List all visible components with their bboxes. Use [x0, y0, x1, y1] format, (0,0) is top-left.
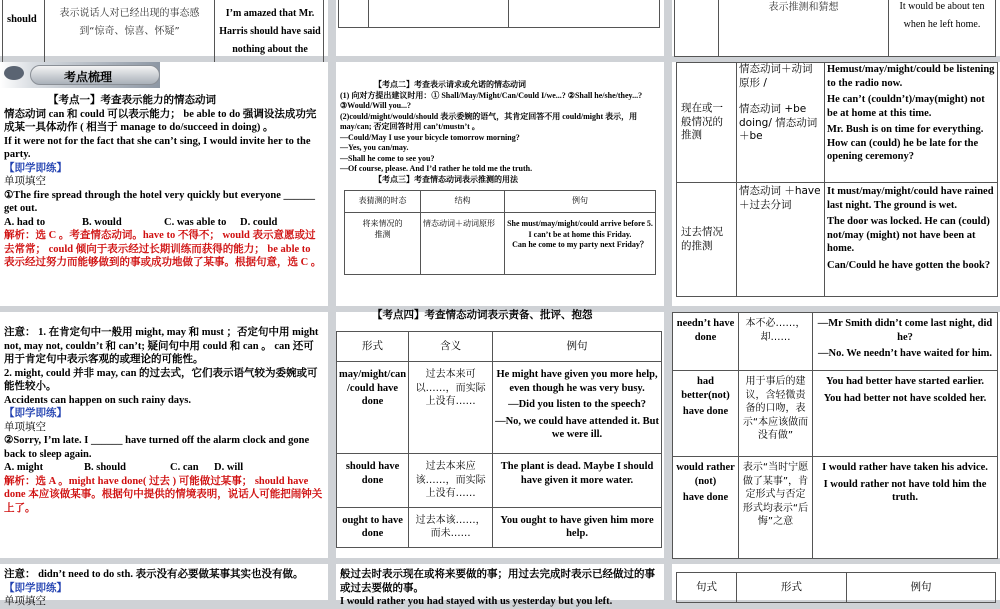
note-1: 注意： 1. 在肯定句中一般用 might, may 和 must ；否定句中用 might not, may not, couldn’t 和 can’t; 疑问句中用 could 和 can 。 can 还可用于肯定句中表示客观的或理论的可能性。: [4, 327, 319, 365]
future-example-3: Can he come to my party next Friday？: [512, 240, 648, 249]
future-example-2: I can’t be at home this Friday.: [528, 229, 632, 239]
slide-7: [0, 312, 328, 558]
criticism-table: [336, 331, 662, 548]
dialogue-4: —Of course, please. And I’d rather he told me the truth.: [340, 164, 533, 173]
slide-3-table: 表示推测和猜想 It would be about ten when he left home.: [674, 0, 996, 57]
sentence-pattern-table: [676, 572, 996, 603]
note-didnt-need: 注意： didn’t need to do sth. 表示没有必要做某事其实也没有做。: [4, 569, 304, 580]
option-b: B. should: [84, 462, 127, 473]
option-b: B. would: [82, 216, 122, 228]
question-2: ②Sorry, I’m late. I ______ have turned off the alarm clock and gone back to sleep again.: [4, 435, 310, 460]
slide-6: [672, 62, 1000, 306]
dialogue-1: —Could/May I use your bicycle tomorrow morning?: [340, 132, 520, 142]
kaodian2-line-1: (1) 向对方提出建议时用：① Shall/May/Might/Can/Could I/we...? ②Shall he/she/they...? ③Would/Will you...?: [340, 90, 643, 110]
future-label: 将来情况的推测: [345, 213, 421, 275]
form-ought-to-have-done: ought to have done: [337, 507, 409, 547]
example-1a: He might have given you more help, even though he was very busy.: [496, 369, 658, 394]
kaodian2-heading: 【考点二】考查表示请求或允诺的情态动词: [374, 80, 526, 89]
option-d: D. could: [240, 216, 278, 228]
dialogue-3: —Shall he come to see you?: [340, 153, 435, 163]
past-example-2: The door was locked. He can (could) not/may (might) not have been at home.: [827, 216, 990, 254]
example-would-rather-2: I would rather not have told him the truth.: [823, 478, 987, 503]
form-may-have-done: may/might/can /could have done: [337, 362, 409, 454]
example-2: The plant is dead. Maybe I should have given it more water.: [493, 454, 662, 508]
present-example-1: Hemust/may/might/could be listening to the radio now.: [827, 64, 995, 89]
present-example-3: Mr. Bush is on time for everything. How can (could) he be late for the opening ceremony?: [827, 124, 984, 162]
option-c: C. can: [170, 462, 199, 473]
answer-analysis-2: 解析：选 A 。might have done( 过去 ) 可能做过某事； should have done 本应该做某事。根据句中提供的情境表明，说话人可能把闹钟关上了。: [4, 475, 323, 514]
future-example-1: She must/may/might/could arrive before 5.: [507, 219, 653, 228]
option-d: D. will: [214, 462, 244, 473]
slide-2-table: [338, 0, 660, 28]
form-had-better: had better(not): [681, 376, 730, 401]
th-structure: 结构: [421, 191, 505, 213]
slide-3: [672, 0, 1000, 56]
th-tense: 表猜测的时态: [345, 191, 421, 213]
banner-title: 考点梳理: [64, 70, 113, 84]
speculation-table-2: [676, 62, 998, 297]
option-c: C. was able to: [164, 216, 227, 228]
example-had-better-1: You had better have started earlier.: [825, 376, 985, 387]
form-should: should: [7, 14, 37, 25]
kaodian4-heading: 【考点四】考查情态动词表示责备、批评、抱怨: [372, 309, 593, 321]
form-have-done: have done: [682, 406, 729, 417]
example-3: You ought to have given him more help.: [493, 507, 662, 547]
slide-5: [336, 62, 664, 306]
meaning-2: 过去本来应该……，而实际上没有……: [409, 454, 493, 508]
th-form: 形式: [737, 573, 847, 603]
past-example-1: It must/may/might/could have rained last night. The ground is wet.: [827, 186, 994, 211]
example-had-better-2: You had better not have scolded her.: [823, 392, 987, 404]
form-neednt-have-done: needn’t have done: [673, 313, 739, 371]
meaning-had-better: 用于事后的建议，含轻微责备的口吻，表示“本应该做而没有做”: [739, 371, 813, 457]
present-example-2: He can’t (couldn’t)/may(might) not be at home at this time.: [827, 94, 985, 119]
th-form: 形式: [337, 332, 409, 362]
practice-heading: 【即学即练】: [4, 162, 67, 174]
form-would-rather: would rather (not): [676, 462, 735, 487]
slide-10: [0, 564, 328, 607]
answer-analysis-1: 解析：选 C 。考查情态动词。have to 不得不； would 表示意愿或过去常常； could 倾向于表示经过长期训练而获得的能力； be able to 表示经过努力而能够做到的事或成功地做了某事。根据句意，选 C 。: [4, 230, 322, 268]
example-neednt-2: —No. We needn’t have waited for him.: [817, 348, 993, 359]
th-example: 例句: [847, 573, 996, 603]
question-2-options: [4, 461, 324, 475]
slide-11: [336, 564, 664, 607]
practice-heading-2: 【即学即练】: [4, 408, 67, 419]
meaning-1: 过去本来可以……，而实际上没有……: [409, 362, 493, 454]
kaodian2-line-2: (2)could/might/would/should 表示委婉的语气，其肯定回答不用 could/might 表示，用 may/can; 否定回答时用 can’t/mustn’t 。: [340, 111, 638, 131]
practice-type-2: 单项填空: [4, 421, 46, 433]
should-meaning: 表示说话人对已经出现的事态感到“惊奇、惊喜、怀疑”: [59, 8, 200, 37]
practice-heading-3: 【即学即练】: [4, 582, 67, 594]
meaning-would-rather: 表示“当时宁愿做了某事”，肯定形式与否定形式均表示“后悔”之意: [739, 457, 813, 559]
example-1b: —Did you listen to the speech?: [508, 399, 647, 410]
tense-example: I would rather you had stayed with us yesterday but you left.: [340, 596, 613, 607]
example-neednt-1: —Mr Smith didn’t come last night, did he?: [817, 318, 993, 343]
example-would-rather-1: I would rather have taken his advice.: [822, 462, 988, 473]
past-label: 过去情况的推测: [677, 183, 737, 297]
form-have-done-2: have done: [682, 492, 729, 503]
form-should-have-done: should have done: [337, 454, 409, 508]
meaning-3: 过去本该……，而未……: [409, 507, 493, 547]
slide-8: [336, 309, 664, 558]
practice-type: 单项填空: [4, 176, 46, 187]
th-example: 例句: [493, 332, 662, 362]
past-structure: 情态动词 ＋have＋过去分词: [737, 183, 825, 297]
speculation-table: [344, 190, 656, 275]
present-structure-2: 情态动词 +be doing/ 情态动词＋be: [739, 103, 818, 142]
question-1: ①The fire spread through the hotel very quickly but everyone ______ get out.: [4, 189, 315, 214]
slide-9: [672, 312, 1000, 558]
practice-type-3: 单项填空: [4, 596, 46, 607]
kaodian3-heading: 【考点三】考查情态动词表示推测的用法: [374, 174, 518, 184]
criticism-table-2: [672, 312, 998, 559]
th-pattern: 句式: [677, 573, 737, 603]
th-example: 例句: [505, 191, 656, 213]
past-example-3: Can/Could he have gotten the book?: [827, 259, 991, 271]
slide-2: [336, 0, 664, 56]
meaning-neednt: 本不必……，却……: [739, 313, 813, 371]
slide-4: [0, 62, 328, 306]
should-example: I’m amazed that Mr. Harris should have said nothing about the: [219, 8, 321, 55]
kaodian1-heading: 【考点一】考查表示能力的情态动词: [48, 94, 216, 106]
slide-1: [0, 0, 328, 56]
dialogue-2: —Yes, you can/may.: [340, 143, 409, 152]
kaodian1-example: If it were not for the fact that she can’t sing, I would invite her to the party.: [4, 135, 311, 160]
present-label: 现在或一般情况的推测: [677, 63, 737, 183]
tense-note: 般过去时表示现在或将来要做的事；用过去完成时表示已经做过的事或过去要做的事。: [340, 569, 655, 594]
present-structure-1: 情态动词＋动词原形 /: [739, 63, 813, 89]
example-1c: —No, we could have attended it. But we were ill.: [495, 415, 660, 440]
note-2: 2. might, could 并非 may, can 的过去式，它们表示语气较为委婉或可能性较小。: [4, 367, 318, 392]
option-a: A. might: [4, 462, 44, 473]
option-a: A. had to: [4, 216, 46, 228]
question-1-options: [4, 216, 322, 230]
slide-12: [672, 564, 1000, 600]
note-example: Accidents can happen on such rainy days.: [4, 394, 191, 406]
th-meaning: 含义: [409, 332, 493, 362]
kaodian1-text: 情态动词 can 和 could 可以表示能力； be able to do 强调设法成功完成某一具体动作 ( 相当于 manage to do/succeed in doing) 。: [4, 108, 317, 133]
future-structure: 情态动词＋动词原形: [421, 213, 505, 275]
banner-arrow-icon: [4, 66, 24, 80]
